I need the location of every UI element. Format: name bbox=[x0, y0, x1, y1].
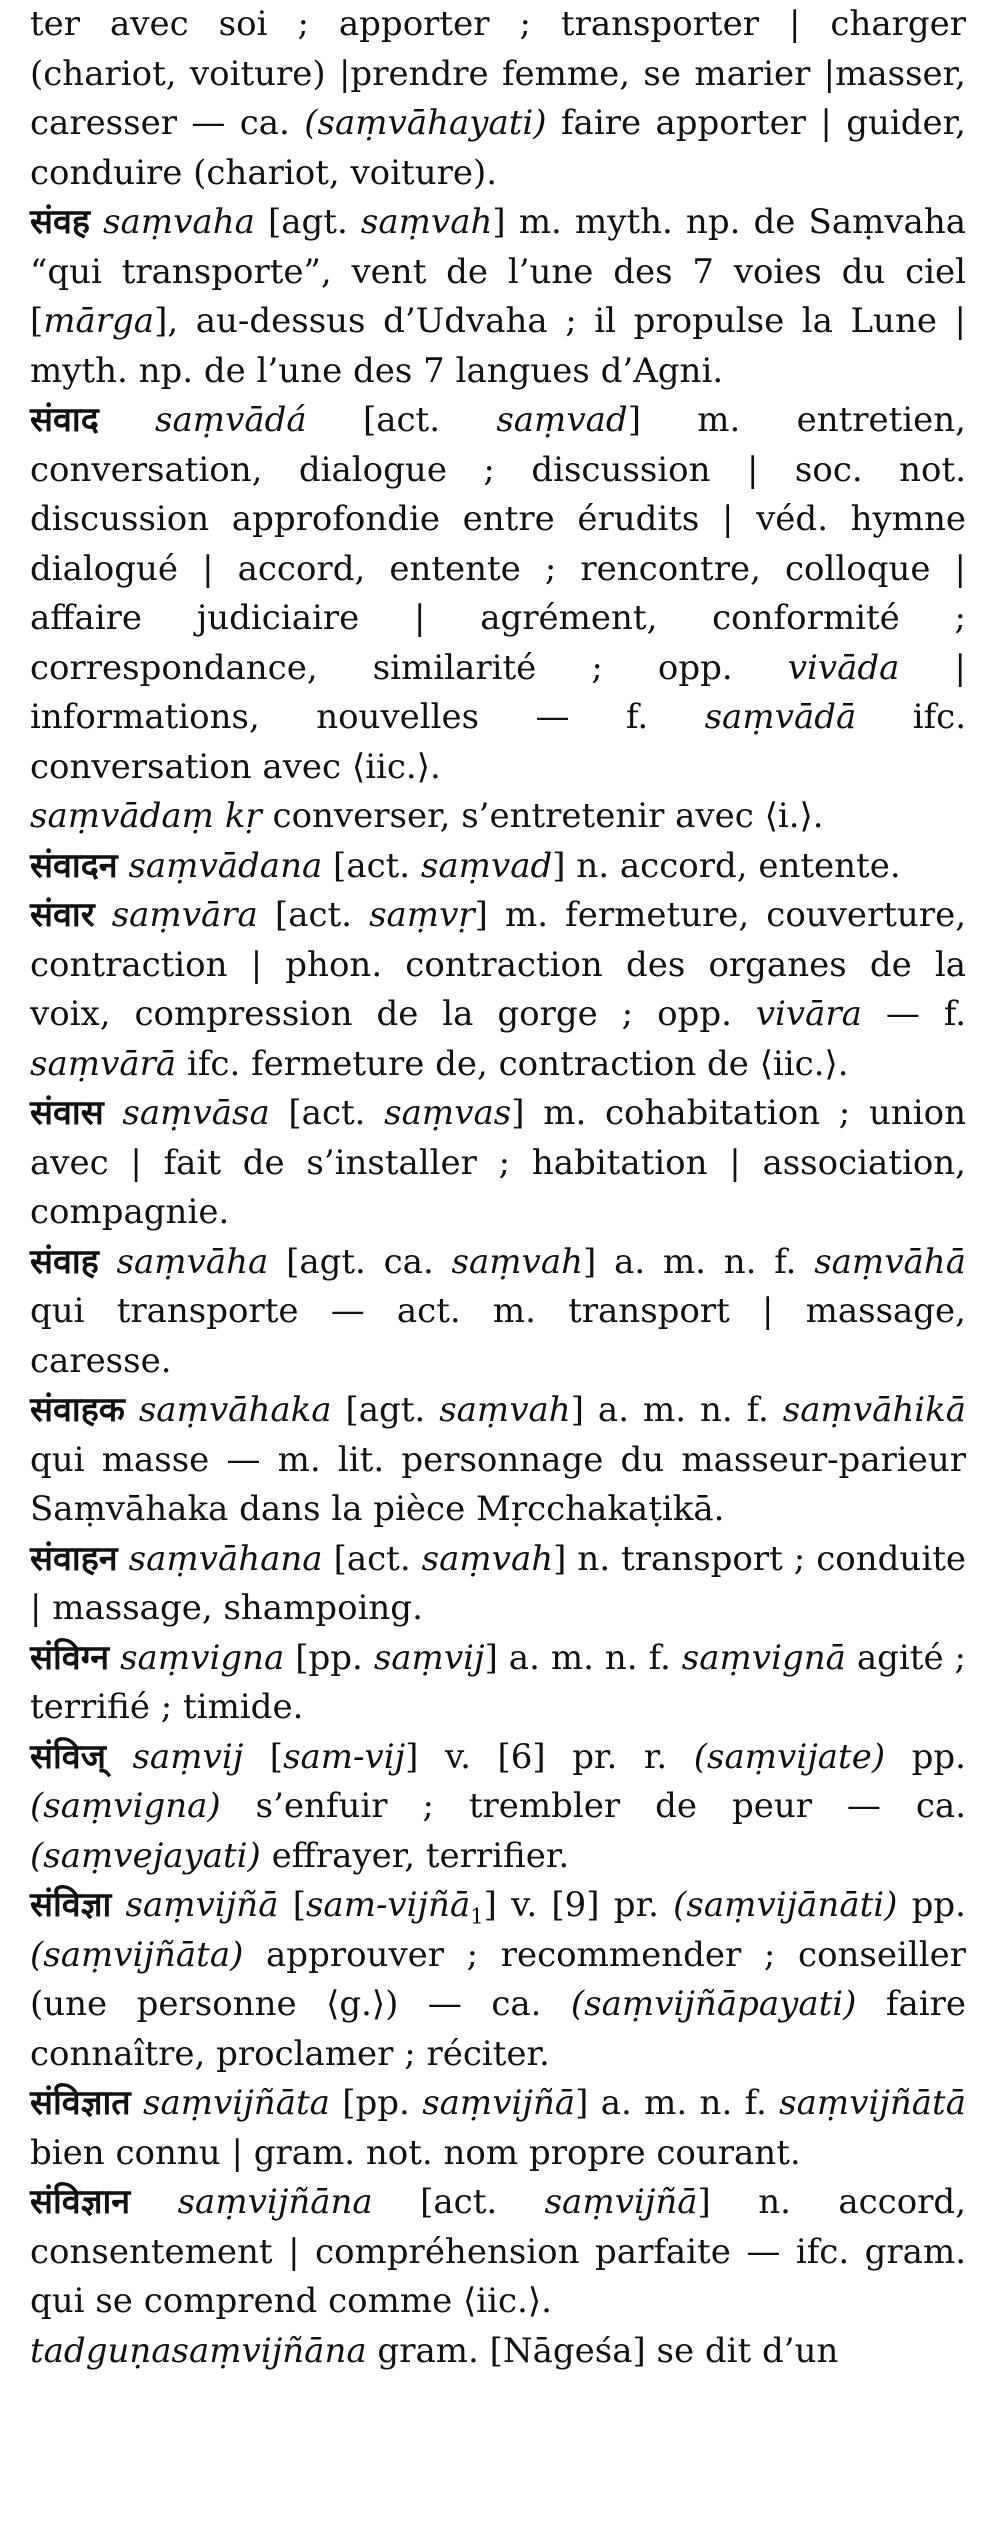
headword-devanagari: संवाहन bbox=[30, 1538, 118, 1579]
definition-text: ] v. [6] pr. r. bbox=[405, 1736, 694, 1777]
headword-devanagari: संविज् bbox=[30, 1736, 106, 1777]
definition-text: ] n. transport ; conduite | massage, shampoing. bbox=[30, 1538, 966, 1628]
definition-text: pp. bbox=[897, 1885, 966, 1925]
italic-term: saṃvāha bbox=[116, 1241, 269, 1282]
headword-devanagari: संवास bbox=[30, 1093, 104, 1133]
italic-term: saṃvij bbox=[132, 1736, 244, 1777]
italic-term: (saṃvijate) bbox=[693, 1736, 886, 1777]
definition-text bbox=[118, 1539, 129, 1579]
definition-text: [act. bbox=[322, 1538, 422, 1579]
dictionary-entry-samvada bbox=[30, 396, 966, 792]
italic-term: saṃvāhaka bbox=[138, 1390, 332, 1430]
headword-devanagari: संवार bbox=[30, 895, 95, 935]
italic-term: saṃvah bbox=[451, 1241, 584, 1282]
italic-term: saṃvādá bbox=[155, 400, 307, 440]
italic-term: saṃvijñāna bbox=[177, 2182, 373, 2222]
dictionary-entry-samvijna bbox=[30, 1881, 966, 2079]
italic-term: (saṃvijñāpayati) bbox=[570, 1984, 857, 2024]
dictionary-entry-samvasa bbox=[30, 1089, 966, 1238]
definition-text: [agt. bbox=[331, 1390, 440, 1430]
definition-text bbox=[111, 1885, 125, 1925]
dictionary-entry-samvij bbox=[30, 1733, 966, 1882]
definition-text: faire apporter | guider, conduire (chariot, voiture). bbox=[30, 103, 966, 193]
definition-text: faire connaître, proclamer ; réciter. bbox=[30, 1984, 966, 2074]
definition-text: [act. bbox=[372, 2182, 545, 2222]
definition-text: s’enfuir ; trembler de peur — ca. bbox=[220, 1786, 966, 1826]
definition-text bbox=[106, 1737, 133, 1777]
definition-text bbox=[95, 895, 112, 935]
italic-term: saṃvṛ bbox=[369, 895, 475, 935]
definition-text: ifc. conversation avec ⟨iic.⟩. bbox=[30, 697, 966, 787]
definition-text: bien connu | gram. not. nom propre courant. bbox=[30, 2132, 801, 2173]
headword-devanagari: संवाह bbox=[30, 1241, 99, 1282]
headword-devanagari: संवह bbox=[30, 202, 90, 242]
definition-text bbox=[125, 1390, 139, 1430]
italic-term: saṃvāhā bbox=[814, 1241, 966, 1282]
definition-text bbox=[104, 1093, 123, 1133]
italic-term: vivāra bbox=[755, 994, 862, 1034]
definition-text bbox=[99, 1242, 117, 1282]
definition-text: qui masse — m. lit. personnage du masseur-parieur Saṃvāhaka dans la pièce Mṛcchakaṭikā. bbox=[30, 1439, 966, 1529]
definition-text: [pp. bbox=[284, 1637, 374, 1678]
italic-term: saṃvaha bbox=[103, 202, 255, 242]
definition-text: ] m. entretien, conversation, dialogue ; discussion | soc. not. discussion approfondie entre érudits | véd. hymne dialogué | accord, entente ; rencontre, colloque | affaire judiciaire | agrément, conformité ; correspondance, similarité ; opp. bbox=[30, 400, 966, 688]
definition-text: — f. bbox=[861, 994, 967, 1034]
definition-text: | informations, nouvelles — f. bbox=[30, 647, 967, 737]
definition-text: ifc. fermeture de, contraction de ⟨iic.⟩. bbox=[176, 1043, 849, 1084]
italic-term: saṃvādā bbox=[704, 697, 857, 737]
dictionary-entry-samvahati-cont bbox=[30, 0, 966, 198]
definition-text: ] m. myth. np. de Saṃvaha “qui transporte”, vent de l’une des 7 voies du ciel [ bbox=[30, 202, 966, 341]
definition-text: ter avec soi ; apporter ; transporter | charger (chariot, voiture) |prendre femme, se marier |masser, caresser — ca. bbox=[30, 4, 966, 143]
italic-term: saṃvijñātā bbox=[779, 2083, 966, 2123]
definition-text: ] a. m. n. f. bbox=[570, 1390, 783, 1430]
italic-term: saṃvad bbox=[420, 845, 553, 886]
headword-devanagari: संविग्न bbox=[30, 1637, 110, 1678]
italic-term: saṃvah bbox=[421, 1538, 554, 1579]
dictionary-entry-samvaha bbox=[30, 198, 966, 396]
homonym-subscript: 1 bbox=[470, 1903, 484, 1929]
definition-text: agité ; terrifié ; timide. bbox=[30, 1637, 966, 1727]
definition-text: pp. bbox=[885, 1736, 966, 1777]
definition-text: [agt. ca. bbox=[268, 1241, 452, 1282]
italic-term: (saṃvijñāta) bbox=[30, 1934, 244, 1975]
italic-term: saṃvāhana bbox=[128, 1538, 323, 1579]
definition-text: qui transporte — act. m. transport | massage, caresse. bbox=[30, 1291, 966, 1381]
italic-term: saṃvignā bbox=[681, 1637, 846, 1678]
definition-text: ] m. fermeture, couverture, contraction | phon. contraction des organes de la voix, compression de la gorge ; opp. bbox=[30, 895, 967, 1034]
definition-text: [act. bbox=[269, 1093, 385, 1133]
dictionary-entry-samvigna bbox=[30, 1634, 966, 1733]
definition-text: converser, s’entretenir avec ⟨i.⟩. bbox=[261, 796, 824, 836]
italic-term: saṃvādaṃ kṛ bbox=[30, 796, 262, 836]
dictionary-entry-samvadana bbox=[30, 842, 966, 892]
dictionary-entry-tadguna bbox=[30, 2327, 966, 2377]
definition-text: ] n. accord, consentement | compréhension parfaite — ifc. gram. qui se comprend comme ⟨iic.⟩. bbox=[30, 2182, 967, 2321]
definition-text bbox=[90, 202, 103, 242]
italic-term: saṃvigna bbox=[120, 1637, 285, 1678]
italic-term: saṃvad bbox=[496, 400, 628, 440]
definition-text: [act. bbox=[257, 895, 370, 935]
italic-term: saṃvādana bbox=[128, 845, 323, 886]
dictionary-entry-samvara bbox=[30, 891, 966, 1089]
italic-term: saṃvijñāta bbox=[143, 2083, 330, 2123]
definition-text: approuver ; recommender ; conseiller (une personne ⟨g.⟩) — ca. bbox=[30, 1934, 966, 2024]
definition-text: gram. [Nāgeśa] se dit d’un bbox=[366, 2330, 839, 2371]
definition-text: ] a. m. n. f. bbox=[484, 1637, 682, 1678]
dictionary-entry-samvijnana bbox=[30, 2178, 966, 2327]
headword-devanagari: संविज्ञान bbox=[30, 2182, 131, 2222]
definition-text: [act. bbox=[306, 400, 497, 440]
dictionary-entry-samvadam-kr bbox=[30, 792, 966, 842]
italic-term: mārga bbox=[43, 301, 155, 341]
italic-term: saṃvijñā bbox=[125, 1885, 279, 1925]
definition-text bbox=[99, 400, 155, 440]
italic-term: saṃvijñā bbox=[544, 2182, 698, 2222]
definition-text bbox=[109, 1638, 120, 1678]
dictionary-page bbox=[30, 0, 966, 2376]
italic-term: saṃvāsa bbox=[122, 1093, 270, 1133]
italic-term: (saṃvāhayati) bbox=[304, 103, 547, 143]
dictionary-entry-samvahana bbox=[30, 1535, 966, 1634]
italic-term: saṃvij bbox=[373, 1637, 485, 1678]
definition-text bbox=[118, 846, 129, 886]
italic-term: sam-vij bbox=[283, 1736, 406, 1777]
italic-term: saṃvāhikā bbox=[782, 1390, 966, 1430]
italic-term: saṃvārā bbox=[30, 1043, 177, 1084]
definition-text: ] m. cohabitation ; union avec | fait de s’installer ; habitation | association, compagnie. bbox=[30, 1093, 966, 1232]
definition-text: ] a. m. n. f. bbox=[575, 2083, 780, 2123]
definition-text: ] n. accord, entente. bbox=[552, 845, 901, 886]
italic-term: saṃvas bbox=[384, 1093, 512, 1133]
headword-devanagari: संवाहक bbox=[30, 1390, 125, 1430]
definition-text: ] a. m. n. f. bbox=[583, 1241, 815, 1282]
definition-text bbox=[130, 2182, 177, 2222]
headword-devanagari: संवाद bbox=[30, 400, 99, 440]
definition-text: [act. bbox=[322, 845, 421, 886]
italic-term: tadguṇasaṃvijñāna bbox=[30, 2330, 367, 2371]
definition-text: [pp. bbox=[329, 2083, 423, 2123]
dictionary-entry-samvahaka bbox=[30, 1386, 966, 1535]
dictionary-entry-samvijnata bbox=[30, 2079, 966, 2178]
definition-text: [agt. bbox=[254, 202, 361, 242]
headword-devanagari: संविज्ञात bbox=[30, 2083, 131, 2123]
definition-text: effrayer, terrifier. bbox=[260, 1835, 570, 1876]
italic-term: sam-vijñā bbox=[305, 1885, 471, 1925]
headword-devanagari: संविज्ञा bbox=[30, 1885, 112, 1925]
definition-text: ], au-dessus d’Udvaha ; il propulse la Lune | myth. np. de l’une des 7 langues d’Agni. bbox=[30, 301, 966, 391]
italic-term: (saṃvejayati) bbox=[30, 1835, 261, 1876]
headword-devanagari: संवादन bbox=[30, 845, 118, 886]
definition-text: ] v. [9] pr. bbox=[483, 1885, 674, 1925]
definition-text bbox=[131, 2083, 143, 2123]
italic-term: saṃvah bbox=[360, 202, 493, 242]
italic-term: saṃvāra bbox=[111, 895, 258, 935]
italic-term: vivāda bbox=[787, 647, 900, 688]
italic-term: (saṃvijānāti) bbox=[673, 1885, 898, 1925]
definition-text: [ bbox=[278, 1885, 306, 1925]
dictionary-entry-samvaha2 bbox=[30, 1238, 966, 1387]
italic-term: saṃvah bbox=[439, 1390, 571, 1430]
definition-text: [ bbox=[243, 1736, 284, 1777]
italic-term: (saṃvigna) bbox=[30, 1786, 221, 1826]
italic-term: saṃvijñā bbox=[422, 2083, 576, 2123]
